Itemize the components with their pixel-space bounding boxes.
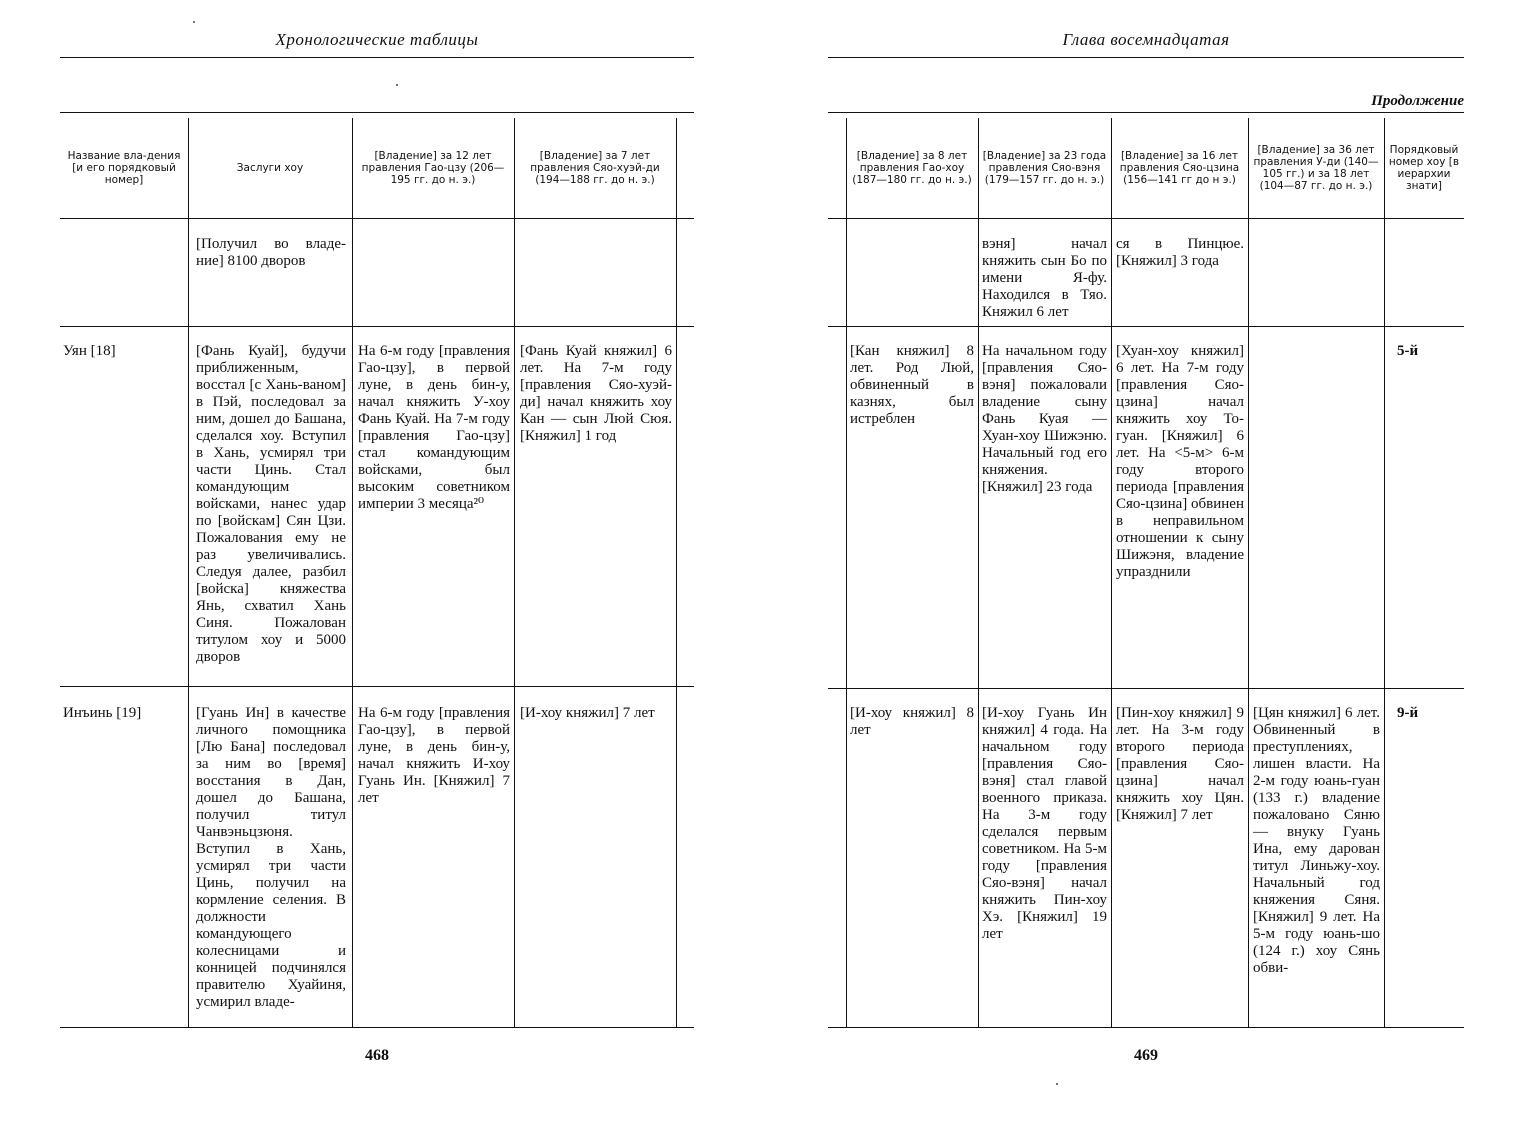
header-rule xyxy=(828,218,1464,219)
column-divider xyxy=(1111,118,1112,1028)
table-bottom-rule xyxy=(828,1027,1464,1028)
header-merits: Заслуги хоу xyxy=(236,161,304,174)
table-top-rule xyxy=(60,112,694,113)
column-divider xyxy=(1384,118,1385,1028)
table-cell: [Цян княжил] 6 лет. Обвиненный в преступлениях, лишен власти. На 2-м году юань-гуан (133 г.) владение пожаловано Сяню — внуку Гуань Ина, ему дарован титул Линьжу-хоу. Начальный год княжения Сяня. [Княжил] 9 лет. На 5-м году юань-шо (124 г.) хоу Сянь обви- xyxy=(1253,705,1380,976)
header-domain-name: Название вла-дения [и его порядковый номер] xyxy=(67,149,181,187)
table-cell: вэня] начал княжить сын Бо по имени Я-фу. Находился в Тяо. Княжил 6 лет xyxy=(982,236,1107,320)
header-xiaowen: [Владение] за 23 года правления Сяо-вэня (179—157 гг. до н. э.) xyxy=(982,149,1107,187)
table-cell: На начальном году [правления Сяо-вэня] пожаловали владение сыну Фань Куая — Хуан-хоу Шижэню. Начальный год его княжения. [Княжил] 23 года xyxy=(982,343,1107,495)
row-separator xyxy=(60,326,694,327)
right-page xyxy=(828,0,1464,1142)
row-domain-name: Уян [18] xyxy=(63,343,116,359)
column-divider xyxy=(352,118,353,1028)
continuation-label: Продолжение xyxy=(1371,93,1464,109)
header-gaohou: [Владение] за 8 лет правления Гао-хоу (187—180 гг. до н. э.) xyxy=(852,149,972,187)
header-rank: Порядковый номер хоу [в иерархии знати] xyxy=(1388,143,1460,193)
column-divider xyxy=(676,118,677,1028)
scan-speck xyxy=(193,21,195,23)
header-gaozu: [Владение] за 12 лет правления Гао-цзу (206—195 гг. до н. э.) xyxy=(361,149,505,187)
row-separator xyxy=(60,686,694,687)
table-cell: [Фань Куай княжил] 6 лет. На 7-м году [правления Сяо-хуэй-ди] начал княжить хоу Кан — сын Люй Сюя. [Княжил] 1 год xyxy=(520,343,672,444)
header-xiaojing: [Владение] за 16 лет правления Сяо-цзина (156—141 гг до н э.) xyxy=(1119,149,1240,187)
column-divider xyxy=(846,118,847,1028)
column-divider xyxy=(514,118,515,1028)
table-cell: [Кан княжил] 8 лет. Род Люй, обвиненный в казнях, был истреблен xyxy=(850,343,974,427)
table-top-rule xyxy=(828,112,1464,113)
header-rule xyxy=(60,218,694,219)
row-separator xyxy=(828,326,1464,327)
head-rule xyxy=(828,57,1464,58)
scan-speck xyxy=(1056,1083,1058,1085)
left-page xyxy=(60,0,694,1142)
column-divider xyxy=(1248,118,1249,1028)
rank-number: 9-й xyxy=(1397,705,1419,721)
row-separator xyxy=(828,688,1464,689)
rank-number: 5-й xyxy=(1397,343,1419,359)
table-cell: [Гуань Ин] в качестве личного помощника [Лю Бана] последовал за ним во [время] восстания в Дан, дошел до Башана, получил титул Чанвэньцзюня. Вступил в Хань, усмирял три части Цинь, получил на кормление селения. В должности командующего колесницами и конницей подчинялся правителю Хуайиня, усмирил владе- xyxy=(196,705,346,1010)
table-cell: [Фань Куай], будучи приближенным, восстал [с Хань-ваном] в Пэй, последовал за ним, дошел до Башана, сделался хоу. Вступил в Хань, усмирял три части Цинь. Стал командующим войсками, нанес удар по [войскам] Сян Цзи. Пожалования ему не раз увеличивались. Следуя далее, разбил [войска] княжества Янь, схватил Хань Синя. Пожалован титулом хоу и 5000 дворов xyxy=(196,343,346,665)
header-wudi: [Владение] за 36 лет правления У-ди (140—105 гг.) и за 18 лет (104—87 гг. до н. э.) xyxy=(1253,143,1379,193)
table-cell: На 6-м году [правления Гао-цзу], в первой луне, в день бин-у, начал княжить У-хоу Фань Куай. На 7-м году [правления Гао-цзу] стал командующим войсками, был высоким советником империи 3 месяца²⁰ xyxy=(358,343,510,512)
page-number: 468 xyxy=(365,1047,389,1064)
table-cell: [Получил во владе-ние] 8100 дворов xyxy=(196,236,346,269)
running-head: Глава восемнадцатая xyxy=(1062,30,1230,49)
column-divider xyxy=(188,118,189,1028)
running-head: Хронологические таблицы xyxy=(275,30,479,49)
table-bottom-rule xyxy=(60,1027,694,1028)
table-cell: [И-хоу Гуань Ин княжил] 4 года. На начальном году [правления Сяо-вэня] стал главой военного приказа. На 3-м году сделался первым советником. На 5-м году [правления Сяо-вэня] начал княжить Пин-хоу Хэ. [Княжил] 19 лет xyxy=(982,705,1107,942)
table-cell: На 6-м году [правления Гао-цзу], в первой луне, в день бин-у, начал княжить И-хоу Гуань Ин. [Княжил] 7 лет xyxy=(358,705,510,806)
header-xiaohuidi: [Владение] за 7 лет правления Сяо-хуэй-ди (194—188 гг. до н. э.) xyxy=(530,149,660,187)
row-domain-name: Инъинь [19] xyxy=(63,705,142,721)
table-cell: [Хуан-хоу княжил] 6 лет. На 7-м году [правления Сяо-цзина] начал княжить хоу То-гуан. [Княжил] 6 лет. На <5-м> 6-м году второго периода [правления Сяо-цзина] обвинен в неправильном отношении к сыну Шижэня, владение упразднили xyxy=(1116,343,1244,580)
scan-speck xyxy=(396,84,398,86)
head-rule xyxy=(60,57,694,58)
table-cell: ся в Пинцюе. [Княжил] 3 года xyxy=(1116,236,1244,269)
table-cell: [И-хоу княжил] 7 лет xyxy=(520,705,655,721)
page-number: 469 xyxy=(1134,1047,1158,1064)
table-cell: [И-хоу княжил] 8 лет xyxy=(850,705,974,738)
table-cell: [Пин-хоу княжил] 9 лет. На 3-м году второго периода [правления Сяо-цзина] начал княжить хоу Цян. [Княжил] 7 лет xyxy=(1116,705,1244,823)
